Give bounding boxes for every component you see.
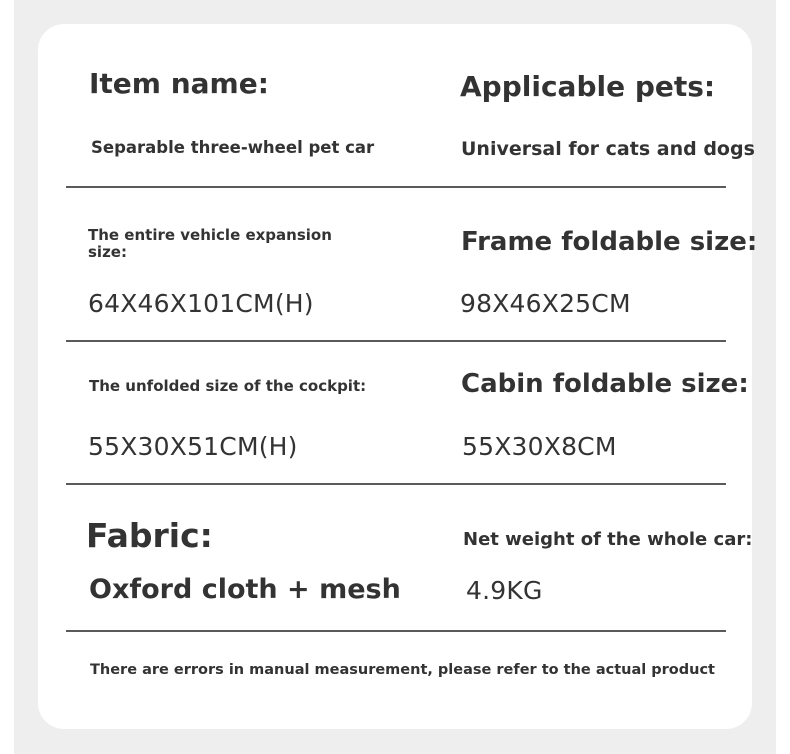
frame-foldable-size-value: 98X46X25CM xyxy=(460,289,631,318)
vehicle-expansion-size-value: 64X46X101CM(H) xyxy=(88,289,314,318)
vehicle-expansion-size-label: The entire vehicle expansion size: xyxy=(88,226,332,261)
row-divider-4 xyxy=(66,630,726,632)
net-weight-value: 4.9KG xyxy=(466,576,543,605)
applicable-pets-label: Applicable pets: xyxy=(460,70,716,103)
cabin-foldable-size-label: Cabin foldable size: xyxy=(461,369,749,399)
net-weight-label: Net weight of the whole car: xyxy=(463,529,753,550)
fabric-label: Fabric: xyxy=(86,516,213,555)
cockpit-unfolded-size-label: The unfolded size of the cockpit: xyxy=(89,377,367,395)
measurement-footnote: There are errors in manual measurement, please refer to the actual product xyxy=(90,662,715,678)
row-divider-2 xyxy=(66,340,726,342)
row-divider-3 xyxy=(66,483,726,485)
cabin-foldable-size-value: 55X30X8CM xyxy=(462,432,617,461)
row-divider-1 xyxy=(66,186,726,188)
item-name-label: Item name: xyxy=(89,67,269,100)
applicable-pets-value: Universal for cats and dogs xyxy=(461,138,755,160)
frame-foldable-size-label: Frame foldable size: xyxy=(461,227,758,257)
fabric-value: Oxford cloth + mesh xyxy=(89,574,401,605)
cockpit-unfolded-size-value: 55X30X51CM(H) xyxy=(88,432,298,461)
item-name-value: Separable three-wheel pet car xyxy=(91,138,375,157)
